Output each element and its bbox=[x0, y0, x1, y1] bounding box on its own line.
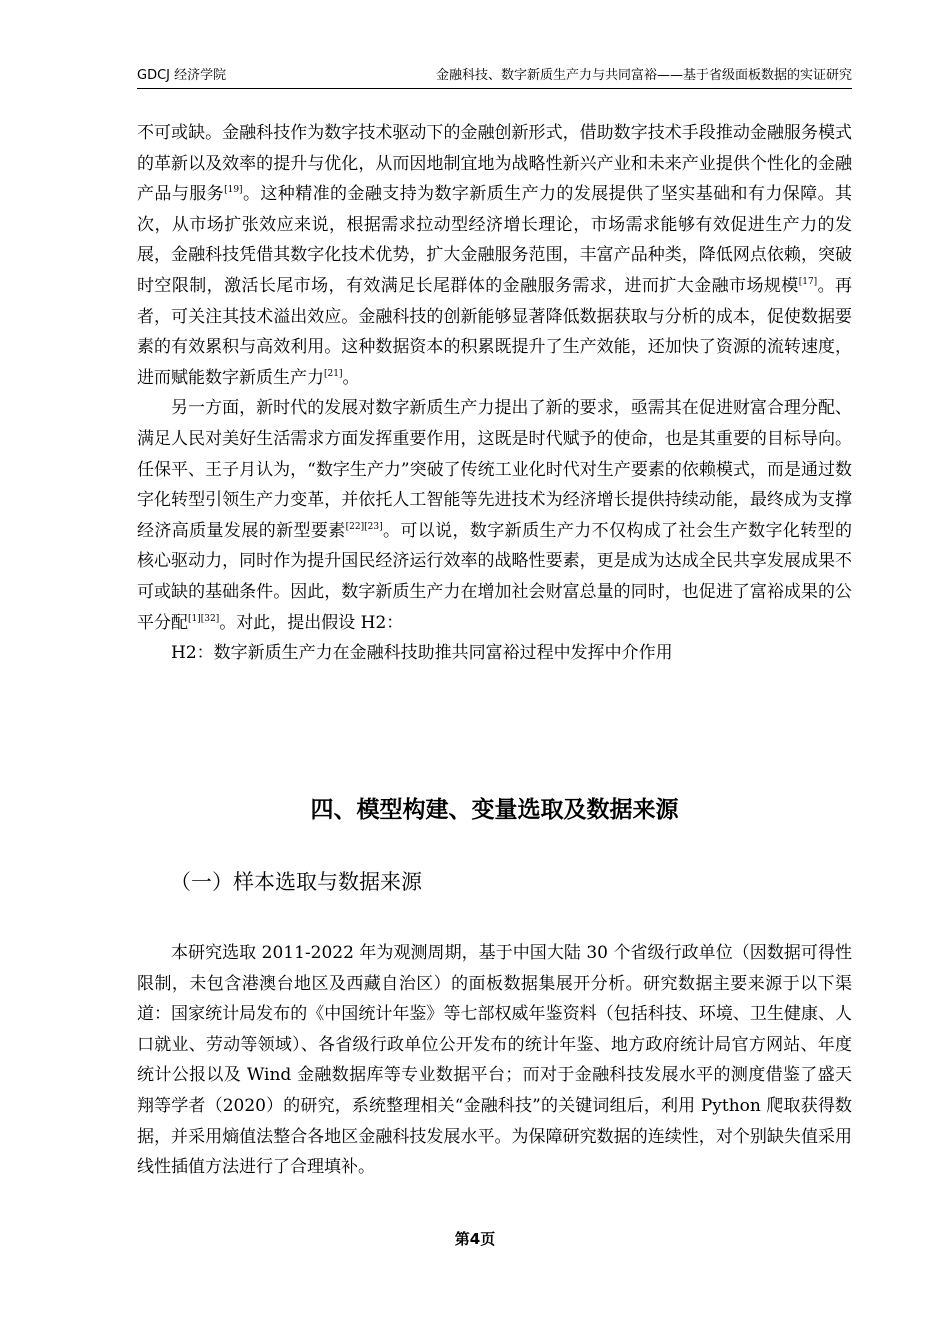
paragraph-mechanism-h2 bbox=[137, 393, 852, 638]
header-institution: GDCJ 经济学院 bbox=[137, 68, 227, 83]
paragraph-text: 。对此，提出假设 H2： bbox=[219, 612, 404, 633]
header-paper-title: 金融科技、数字新质生产力与共同富裕——基于省级面板数据的实证研究 bbox=[435, 68, 852, 83]
body-text-upper bbox=[137, 118, 852, 669]
page-number: 第4页 bbox=[454, 1230, 496, 1248]
paragraph-mechanism-h1 bbox=[137, 118, 852, 393]
citation-ref: [19] bbox=[224, 185, 243, 196]
hypothesis-h2: H2：数字新质生产力在金融科技助推共同富裕过程中发挥中介作用 bbox=[171, 643, 673, 664]
citation-ref: [22][23] bbox=[345, 521, 383, 532]
paragraph-text: 另一方面，新时代的发展对数字新质生产力提出了新的要求，亟需其在促进财富合理分配、满足人民对美好生活需求方面发挥重要作用，这既是时代赋予的使命，也是其重要的目标导向。任保平、王子月认为，“数字生产力”突破了传统工业化时代对生产要素的依赖模式，而是通过数字化转型引领生产力变革，并依托人工智能等先进技术为经济增长提供持续动能，最终成为支撑经济高质量发展的新型要素 bbox=[137, 398, 852, 541]
section-title: 四、模型构建、变量选取及数据来源 bbox=[310, 797, 679, 823]
citation-ref: [21] bbox=[324, 368, 343, 379]
citation-ref: [1][32] bbox=[188, 613, 220, 624]
body-text-lower bbox=[137, 938, 852, 1183]
subsection-title: （一）样本选取与数据来源 bbox=[170, 870, 422, 894]
paragraph-data-sources: 本研究选取 2011-2022 年为观测周期，基于中国大陆 30 个省级行政单位（因数据可得性限制，未包含港澳台地区及西藏自治区）的面板数据集展开分析。研究数据主要来源于以下渠道：国家统计局发布的《中国统计年鉴》等七部权威年鉴资料（包括科技、环境、卫生健康、人口就业、劳动等领域）、各省级行政单位公开发布的统计年鉴、地方政府统计局官方网站、年度统计公报以及 Wind 金融数据库等专业数据平台；而对于金融科技发展水平的测度借鉴了盛天翔等学者（2020）的研究，系统整理相关“金融科技”的关键词组后，利用 Python 爬取获得数据，并采用熵值法整合各地区金融科技发展水平。为保障研究数据的连续性，对个别缺失值采用线性插值方法进行了合理填补。 bbox=[137, 943, 852, 1178]
paragraph-text: 。再者，可关注其技术溢出效应。金融科技的创新能够显著降低数据获取与分析的成本，促使数据要素的有效累积与高效利用。这种数据资本的积累既提升了生产效能，还加快了资源的流转速度，进而赋能数字新质生产力 bbox=[137, 275, 853, 388]
paragraph-text: 不可或缺。金融科技作为数字技术驱动下的金融创新形式，借助数字技术手段推动金融服务模式的革新以及效率的提升与优化，从而因地制宜地为战略性新兴产业和未来产业提供个性化的金融产品与服务 bbox=[137, 123, 852, 205]
citation-ref: [17] bbox=[798, 276, 818, 287]
paragraph-text: 。可以说，数字新质生产力不仅构成了社会生产数字化转型的核心驱动力，同时作为提升国民经济运行效率的战略性要素，更是成为达成全民共享发展成果不可或缺的基础条件。因此，数字新质生产力在增加社会财富总量的同时，也促进了富裕成果的公平分配 bbox=[137, 520, 853, 633]
paragraph-text: 。这种精准的金融支持为数字新质生产力的发展提供了坚实基础和有力保障。其次，从市场扩张效应来说，根据需求拉动型经济增长理论，市场需求能够有效促进生产力的发展，金融科技凭借其数字化技术优势，扩大金融服务范围，丰富产品种类，降低网点依赖，突破时空限制，激活长尾市场，有效满足长尾群体的金融服务需求，进而扩大金融市场规模 bbox=[137, 184, 853, 296]
paragraph-text: 。 bbox=[342, 367, 360, 388]
page-header bbox=[137, 66, 852, 89]
